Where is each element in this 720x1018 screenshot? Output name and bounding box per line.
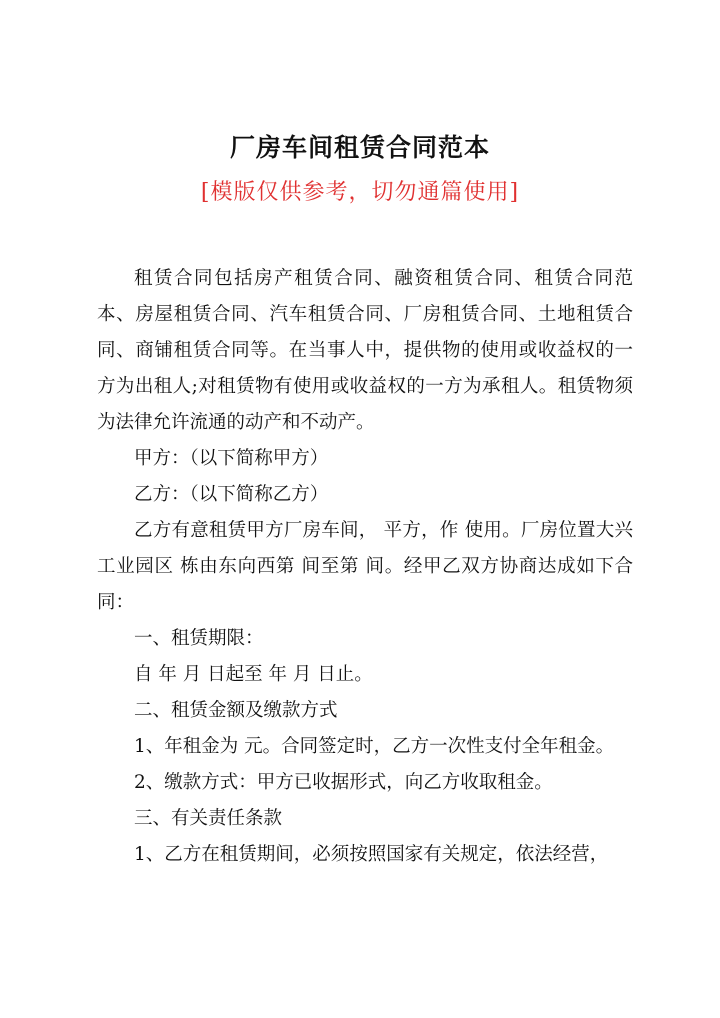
party-b-line: 乙方：（以下简称乙方） [134,484,329,505]
intro-paragraph: 租赁合同包括房产租赁合同、融资租赁合同、租赁合同范本、房屋租赁合同、汽车租赁合同、厂房租赁合同、土地租赁合同、商铺租赁合同等。在当事人中，提供物的使用或收益权的一方为出租人;对租赁物有使用或收益权的一方为承租人。租赁物须为法律允许流通的动产和不动产。 [97,268,633,433]
page-title: 厂房车间租赁合同范本 [229,133,490,162]
payment-clause-2: 2、缴款方式：甲方已收据形式，向乙方收取租金。 [134,772,553,793]
section-heading-liability: 三、有关责任条款 [134,808,283,829]
section-heading-payment: 二、租赁金额及缴款方式 [134,700,338,721]
term-dates-line: 自 年 月 日起至 年 月 日止。 [134,664,373,685]
liability-clause-1: 1、乙方在租赁期间，必须按照国家有关规定，依法经营， [134,844,609,865]
party-a-line: 甲方：（以下简称甲方） [134,448,329,469]
lease-intent-paragraph: 乙方有意租赁甲方厂房车间， 平方，作 使用。厂房位置大兴工业园区 栋由东向西第 间至第 间。经甲乙双方协商达成如下合同： [97,520,633,613]
template-disclaimer: [模版仅供参考，切勿通篇使用] [200,180,520,205]
section-heading-term: 一、租赁期限： [134,628,264,649]
document-body [97,261,633,873]
payment-clause-1: 1、年租金为 元。合同签定时，乙方一次性支付全年租金。 [134,736,615,757]
